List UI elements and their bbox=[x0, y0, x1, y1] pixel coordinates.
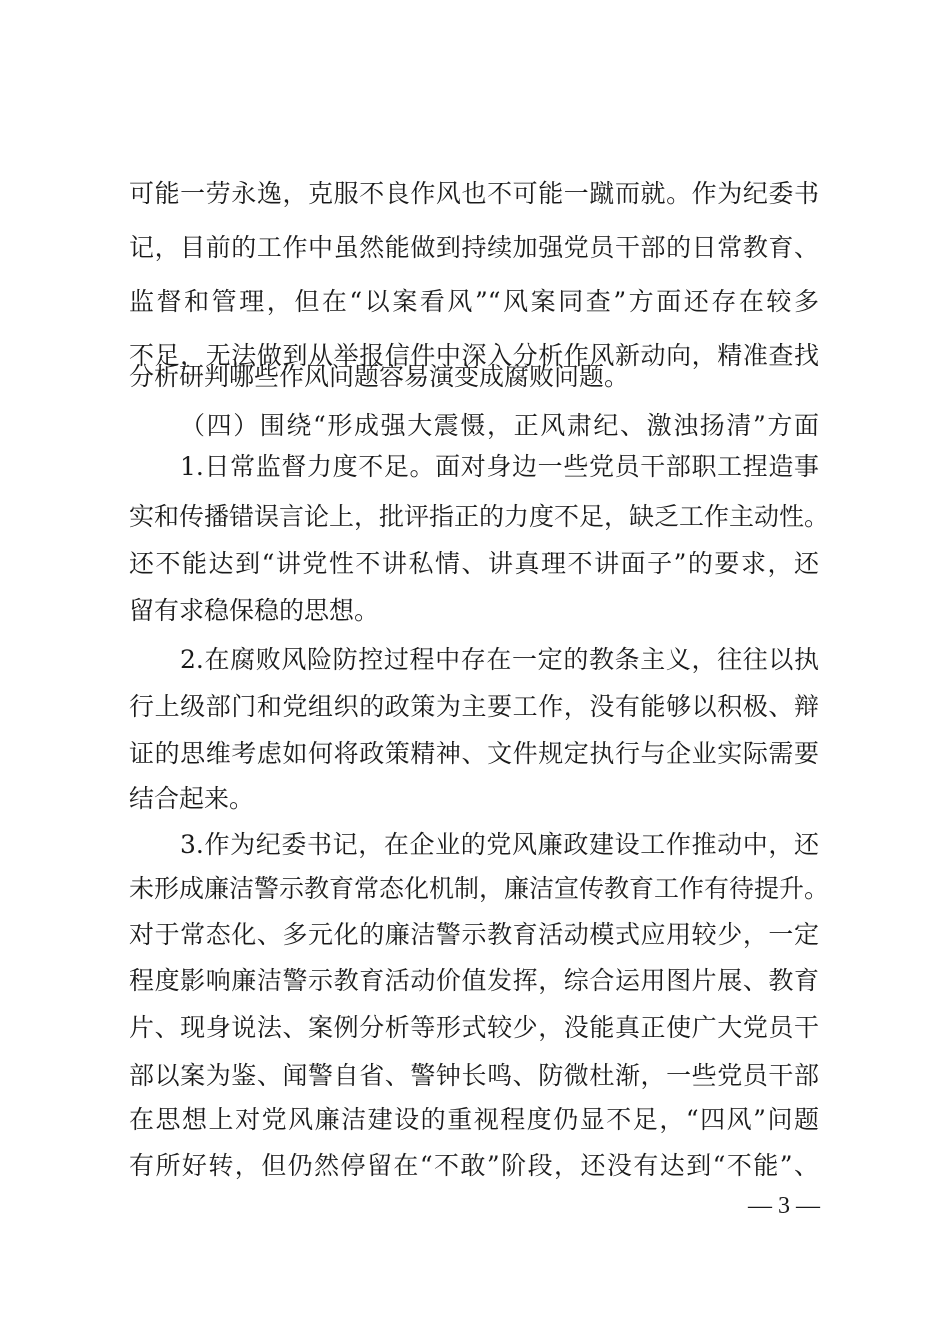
paragraph-line: 实和传播错误言论上，批评指正的力度不足，缺乏工作主动性。 bbox=[129, 502, 830, 531]
paragraph-line: 2.在腐败风险防控过程中存在一定的教条主义，往往以执 bbox=[180, 645, 819, 674]
page-number: — 3 — bbox=[748, 1193, 820, 1219]
paragraph-line: 证的思维考虑如何将政策精神、文件规定执行与企业实际需要 bbox=[129, 739, 819, 768]
paragraph-line: 在思想上对党风廉洁建设的重视程度仍显不足，“四风”问题 bbox=[129, 1105, 819, 1134]
paragraph-line: 未形成廉洁警示教育常态化机制，廉洁宣传教育工作有待提升。 bbox=[129, 874, 830, 903]
paragraph-line: 分析研判哪些作风问题容易演变成腐败问题。 bbox=[129, 362, 630, 391]
paragraph-line: 程度影响廉洁警示教育活动价值发挥，综合运用图片展、教育 bbox=[129, 966, 819, 995]
section-heading: （四）围绕“形成强大震慑，正风肃纪、激浊扬清”方面 bbox=[180, 411, 819, 440]
paragraph-line: 留有求稳保稳的思想。 bbox=[129, 596, 380, 625]
paragraph-line: 3.作为纪委书记，在企业的党风廉政建设工作推动中，还 bbox=[180, 830, 819, 859]
paragraph-line: 片、现身说法、案例分析等形式较少，没能真正使广大党员干 bbox=[129, 1013, 819, 1042]
paragraph-line: 部以案为鉴、闻警自省、警钟长鸣、防微杜渐，一些党员干部 bbox=[129, 1061, 819, 1090]
paragraph-line: 监督和管理，但在“以案看风”“风案同查”方面还存在较多 bbox=[129, 287, 819, 316]
paragraph-line: 还不能达到“讲党性不讲私情、讲真理不讲面子”的要求，还 bbox=[129, 549, 819, 578]
paragraph-line: 对于常态化、多元化的廉洁警示教育活动模式应用较少，一定 bbox=[129, 920, 819, 949]
paragraph-line: 结合起来。 bbox=[129, 784, 255, 813]
paragraph-line: 记，目前的工作中虽然能做到持续加强党员干部的日常教育、 bbox=[129, 233, 819, 262]
paragraph-line: 行上级部门和党组织的政策为主要工作，没有能够以积极、辩 bbox=[129, 692, 819, 721]
paragraph-line: 1.日常监督力度不足。面对身边一些党员干部职工捏造事 bbox=[180, 452, 819, 481]
paragraph-line: 不足，无法做到从举报信件中深入分析作风新动向，精准查找 bbox=[129, 341, 819, 370]
paragraph-line: 可能一劳永逸，克服不良作风也不可能一蹴而就。作为纪委书 bbox=[129, 179, 819, 208]
paragraph-line: 有所好转，但仍然停留在“不敢”阶段，还没有达到“不能”、 bbox=[129, 1151, 819, 1180]
